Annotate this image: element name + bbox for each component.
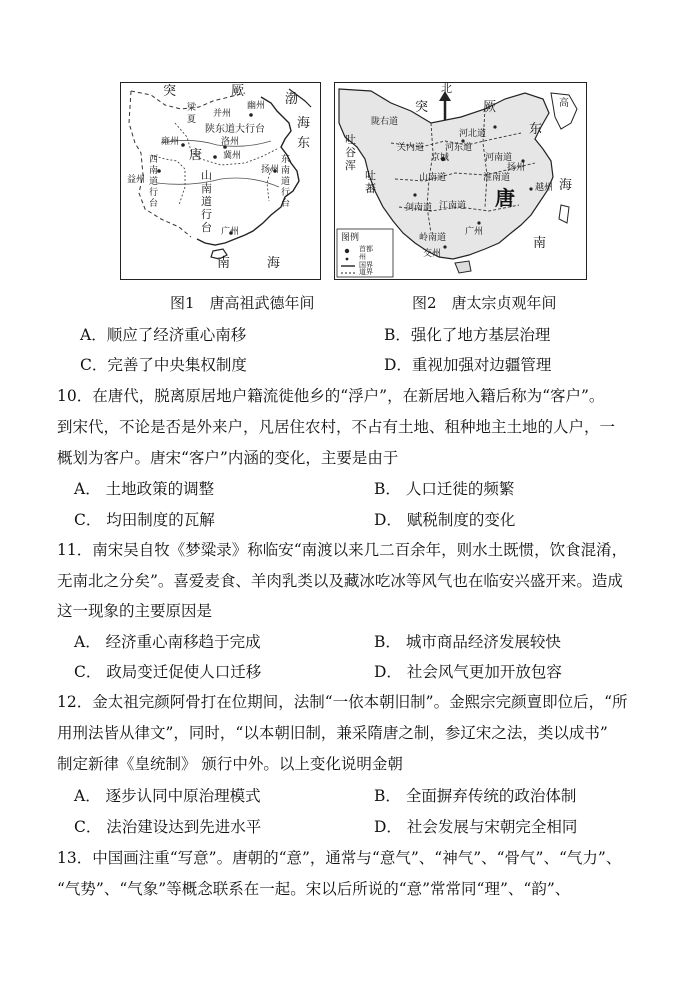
q11-option-d[interactable]: D． 社会风气更加开放包容 (374, 663, 562, 681)
q10-stem-line-2: 到宋代，不论是否是外来户，凡居住农村，不占有土地、租种地主土地的人户，一 (57, 418, 616, 436)
m1-yongzhou: 雍州 (161, 137, 180, 147)
q13-stem-line-1: 13．中国画注重“写意”。唐朝的“意”，通常与“意气”、“神气”、“骨气”、“气力”、 (57, 849, 622, 867)
m2-legend-capital: 首都 (359, 245, 373, 253)
m1-nan: 南 (217, 256, 231, 271)
q11-stem-line-1: 11．南宋吴自牧《梦粱录》称临安“南渡以来几二百余年，则水土既惯，饮食混淆， (57, 541, 628, 559)
m2-hai: 海 (559, 178, 573, 193)
m2-jiannan: 剑南道 (405, 203, 433, 213)
m2-jiangnan: 江南道 (439, 201, 467, 211)
m1-yangzhou: 扬州 (261, 165, 280, 175)
m2-shannan: 山南道 (419, 173, 447, 183)
m2-dong: 东 (529, 122, 543, 137)
m2-legend-circuit-border: 道界 (359, 268, 373, 276)
m1-dongnan: 东南道行台 (281, 155, 291, 209)
q10-stem-line-1: 10．在唐代，脱离原居地户籍流徙他乡的“浮户”，在新居地入籍后称为“客户”。 (57, 387, 605, 405)
m2-jiaozhou: 交州 (423, 249, 442, 259)
m1-hai-south: 海 (267, 256, 281, 271)
q12-option-c[interactable]: C． 法治建设达到先进水平 (74, 818, 262, 836)
m2-huainan: 淮南道 (483, 173, 511, 183)
m1-shaanxi-dao: 陕东道大行台 (205, 124, 265, 135)
m2-jue: 厥 (483, 100, 497, 115)
m2-yangzhou: 扬州 (507, 163, 526, 173)
m2-yuezhou: 越州 (535, 183, 554, 193)
m2-hedong: 河东道 (445, 143, 473, 153)
m2-bei: 北 (441, 82, 452, 95)
map-figure-2 (334, 82, 587, 280)
q10-option-a[interactable]: A． 土地政策的调整 (74, 480, 215, 498)
m2-lingnan: 岭南道 (419, 233, 447, 243)
m2-legend-prefecture: 州 (359, 253, 366, 261)
q9-option-d[interactable]: D．重视加强对边疆管理 (384, 356, 552, 374)
m1-xia: 夏 (187, 115, 197, 125)
q10-stem-line-3: 概划为客户。唐宋“客户”内涵的变化，主要是由于 (57, 449, 399, 467)
m2-nan: 南 (533, 236, 547, 251)
q13-stem-line-2: “气势”、“气象”等概念联系在一起。宋以后所说的“意”常常同“理”、“韵”、 (57, 880, 571, 898)
m1-youzhou: 幽州 (247, 101, 266, 111)
m1-bo: 渤 (285, 92, 299, 107)
m1-tang: 唐 (189, 148, 203, 163)
m2-longyou: 陇右道 (371, 117, 399, 127)
m1-yizhou: 益州 (127, 175, 146, 185)
q10-option-c[interactable]: C． 均田制度的瓦解 (74, 511, 215, 529)
q12-option-d[interactable]: D． 社会发展与宋朝完全相同 (374, 818, 578, 836)
m1-liang: 梁 (187, 103, 197, 113)
m1-tu: 突 (163, 84, 177, 99)
figure-1-caption: 图1 唐高祖武德年间 (170, 294, 315, 312)
m2-gao: 高 (559, 98, 569, 109)
q12-stem-line-2: 用刑法皆从律文”，同时，“以本朝旧制，兼采隋唐之制，参辽宋之法，类以成书” (57, 724, 608, 742)
q11-option-b[interactable]: B． 城市商品经济发展较快 (374, 633, 561, 651)
q12-stem-line-3: 制定新律《皇统制》 颁行中外。以上变化说明金朝 (57, 755, 403, 773)
q11-stem-line-3: 这一现象的主要原因是 (57, 602, 213, 620)
q11-option-c[interactable]: C． 政局变迁促使人口迁移 (74, 663, 262, 681)
q10-option-d[interactable]: D． 赋税制度的变化 (374, 511, 516, 529)
m1-luozhou: 洛州 (221, 137, 240, 147)
m2-legend-title: 图例 (341, 233, 360, 243)
m1-jizhou: 冀州 (223, 151, 242, 161)
m1-dong: 东 (297, 136, 311, 151)
q12-option-a[interactable]: A． 逐步认同中原治理模式 (74, 787, 261, 805)
q11-stem-line-2: 无南北之分矣”。喜爱麦食、羊肉乳类以及藏冰吃冰等风气也在临安兴盛开来。造成 (57, 572, 623, 590)
m2-jingcheng: 京城 (431, 153, 450, 163)
q10-option-b[interactable]: B． 人口迁徙的频繁 (374, 480, 515, 498)
q12-stem-line-1: 12．金太祖完颜阿骨打在位期间，法制“一依本朝旧制”。金熙宗完颜亶即位后，“所 (57, 693, 628, 711)
m2-guangzhou: 广州 (465, 227, 484, 237)
m1-xinan: 西南道行台 (149, 155, 159, 209)
map-figure-1 (120, 82, 321, 280)
m2-tuyu: 吐谷浑 (345, 133, 356, 172)
figure-2-caption: 图2 唐太宗贞观年间 (412, 294, 557, 312)
m1-jue: 厥 (231, 84, 245, 99)
q9-option-c[interactable]: C．完善了中央集权制度 (80, 356, 247, 374)
m1-hai-east: 海 (297, 116, 311, 131)
m2-tufan: 吐蕃 (365, 169, 376, 195)
m2-henan: 河南道 (485, 153, 513, 163)
q11-option-a[interactable]: A． 经济重心南移趋于完成 (74, 633, 261, 651)
q9-option-a[interactable]: A．顺应了经济重心南移 (80, 326, 247, 344)
q12-option-b[interactable]: B． 全面摒弃传统的政治体制 (374, 787, 577, 805)
m2-hebei: 河北道 (459, 129, 487, 139)
m1-shannan: 山南道行台 (201, 169, 212, 234)
m2-guannei: 关内道 (397, 143, 425, 153)
m2-legend-national-border: 国界 (359, 261, 373, 269)
m1-guangzhou: 广州 (221, 227, 240, 237)
m2-tu: 突 (415, 100, 429, 115)
m1-bingzhou: 并州 (213, 109, 232, 119)
q9-option-b[interactable]: B．强化了地方基层治理 (384, 326, 551, 344)
m2-tang: 唐 (495, 186, 515, 210)
